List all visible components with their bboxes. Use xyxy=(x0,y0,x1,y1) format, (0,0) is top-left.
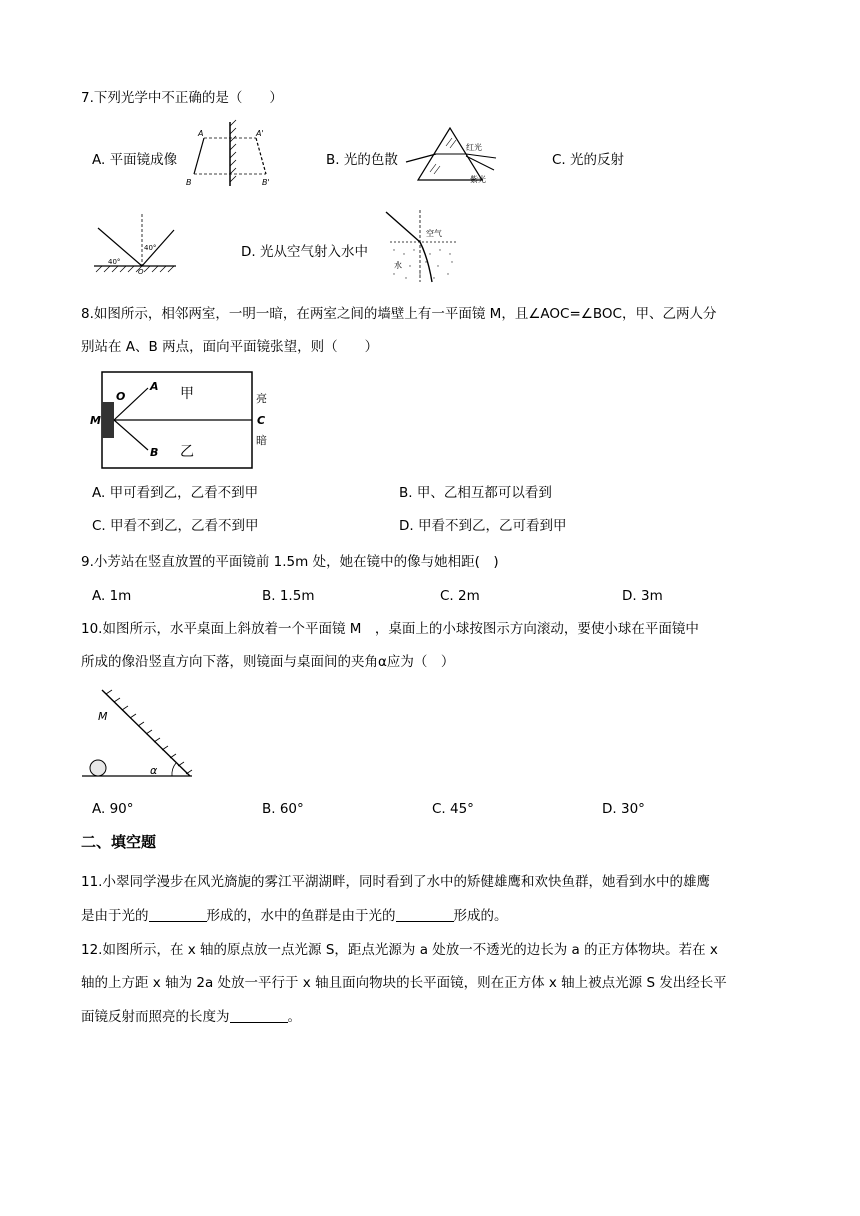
label-b: B xyxy=(150,446,159,459)
label-a: A xyxy=(150,380,159,393)
q11-blank-1[interactable] xyxy=(149,907,207,922)
q8-option-d: D. 甲看不到乙，乙可看到甲 xyxy=(399,518,567,534)
q11-text-a: 是由于光的 xyxy=(81,908,149,924)
reflection-figure xyxy=(90,212,180,274)
label-o: O xyxy=(138,268,144,276)
q7-option-a: A. 平面镜成像 xyxy=(92,152,178,168)
q8-option-b: B. 甲、乙相互都可以看到 xyxy=(399,485,552,501)
section-fill-in-blank-heading: 二、填空题 xyxy=(81,833,157,851)
prism-dispersion-figure xyxy=(404,124,504,184)
q10-option-a: A. 90° xyxy=(92,801,134,817)
q12-blank[interactable] xyxy=(230,1008,288,1023)
q10-stem-line1: 10.如图所示，水平桌面上斜放着一个平面镜 M ，桌面上的小球按图示方向滚动，要使小球在平面镜中 xyxy=(81,621,699,637)
label-jia: 甲 xyxy=(180,386,194,402)
q12-line2: 轴的上方距 x 轴为 2a 处放一平行于 x 轴且面向物块的长平面镜，则在正方体 x 轴上被点光源 S 发出经长平 xyxy=(81,975,727,991)
q10-option-d: D. 30° xyxy=(602,801,645,817)
inclined-mirror-figure xyxy=(80,686,200,782)
q12-text-b: 。 xyxy=(287,1009,301,1025)
q9-stem: 9.小芳站在竖直放置的平面镜前 1.5m 处，她在镜中的像与她相距( ) xyxy=(81,554,499,570)
q7-option-d: D. 光从空气射入水中 xyxy=(241,244,368,260)
q7-option-b: B. 光的色散 xyxy=(326,152,398,168)
label-yi: 乙 xyxy=(180,444,194,460)
q11-text-c: 形成的。 xyxy=(453,908,508,924)
label-dark: 暗 xyxy=(256,434,267,447)
label-m: M xyxy=(90,414,101,427)
q8-stem-line1: 8.如图所示，相邻两室，一明一暗，在两室之间的墙壁上有一平面镜 M，且∠AOC=∠BOC，甲、乙两人分 xyxy=(81,306,717,322)
q9-option-a: A. 1m xyxy=(92,588,132,604)
q11-blank-2[interactable] xyxy=(396,907,454,922)
q8-option-a: A. 甲可看到乙，乙看不到甲 xyxy=(92,485,259,501)
label-angle-40-upper: 40° xyxy=(144,244,157,252)
q9-option-c: C. 2m xyxy=(440,588,480,604)
plane-mirror-figure xyxy=(180,120,280,190)
q12-text-a: 面镜反射而照亮的长度为 xyxy=(81,1009,230,1025)
label-o: O xyxy=(116,390,126,403)
refraction-figure xyxy=(380,206,460,286)
q12-line3 xyxy=(81,1007,301,1027)
label-b: B xyxy=(186,178,192,187)
q11-text-b: 形成的，水中的鱼群是由于光的 xyxy=(206,908,396,924)
label-alpha: α xyxy=(150,764,158,777)
label-c: C xyxy=(257,414,266,427)
q10-option-c: C. 45° xyxy=(432,801,474,817)
q11-line2 xyxy=(81,906,508,926)
label-a: A xyxy=(198,129,204,138)
label-water: 水 xyxy=(394,261,402,270)
label-angle-40-lower: 40° xyxy=(108,258,121,266)
label-air: 空气 xyxy=(426,229,442,238)
q8-stem-line2: 别站在 A、B 两点，面向平面镜张望，则（ ） xyxy=(81,339,379,355)
q11-line1: 11.小翠同学漫步在风光旖旎的雾江平湖湖畔，同时看到了水中的矫健雄鹰和欢快鱼群，她看到水中的雄鹰 xyxy=(81,874,710,890)
q10-option-b: B. 60° xyxy=(262,801,304,817)
label-bright: 亮 xyxy=(256,392,267,405)
two-rooms-mirror-figure xyxy=(92,362,282,472)
label-b-prime: B' xyxy=(262,178,270,187)
label-m: M xyxy=(98,710,108,723)
q9-option-d: D. 3m xyxy=(622,588,663,604)
q12-line1: 12.如图所示，在 x 轴的原点放一点光源 S，距点光源为 a 处放一不透光的边长为 a 的正方体物块。若在 x xyxy=(81,942,718,958)
q7-stem: 7.下列光学中不正确的是（ ） xyxy=(81,90,283,106)
label-a-prime: A' xyxy=(256,129,264,138)
q8-option-c: C. 甲看不到乙，乙看不到甲 xyxy=(92,518,259,534)
label-red-light: 红光 xyxy=(466,143,482,152)
label-purple-light: 紫光 xyxy=(470,175,486,184)
q9-option-b: B. 1.5m xyxy=(262,588,315,604)
q7-option-c: C. 光的反射 xyxy=(552,152,625,168)
q10-stem-line2: 所成的像沿竖直方向下落，则镜面与桌面间的夹角α应为（ ） xyxy=(81,654,455,670)
